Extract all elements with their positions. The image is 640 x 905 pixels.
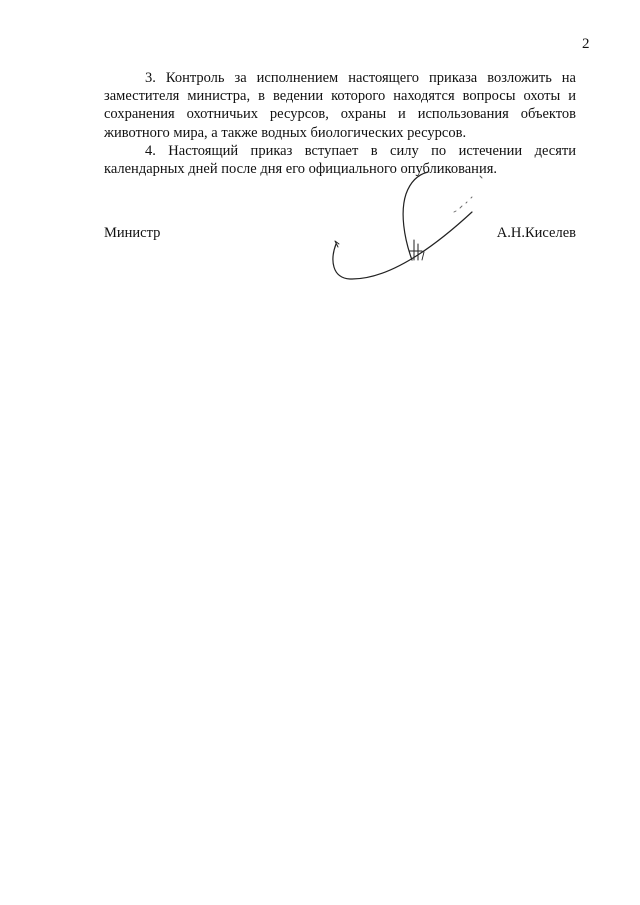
paragraph-item-4: 4. Настоящий приказ вступает в силу по истечении десяти календарных дней после дня его официального опубликования. [104,142,576,178]
signatory-title: Министр [104,225,161,241]
document-body [104,69,576,178]
page-number: 2 [582,36,590,52]
signatory-name: А.Н.Киселев [496,225,576,241]
handwritten-signature-icon [320,168,490,288]
paragraph-item-3: 3. Контроль за исполнением настоящего приказа возложить на заместителя министра, в ведении которого находятся вопросы охоты и сохранения охотничьих ресурсов, охраны и использования объектов животного мира, а также водных биологических ресурсов. [104,70,576,141]
